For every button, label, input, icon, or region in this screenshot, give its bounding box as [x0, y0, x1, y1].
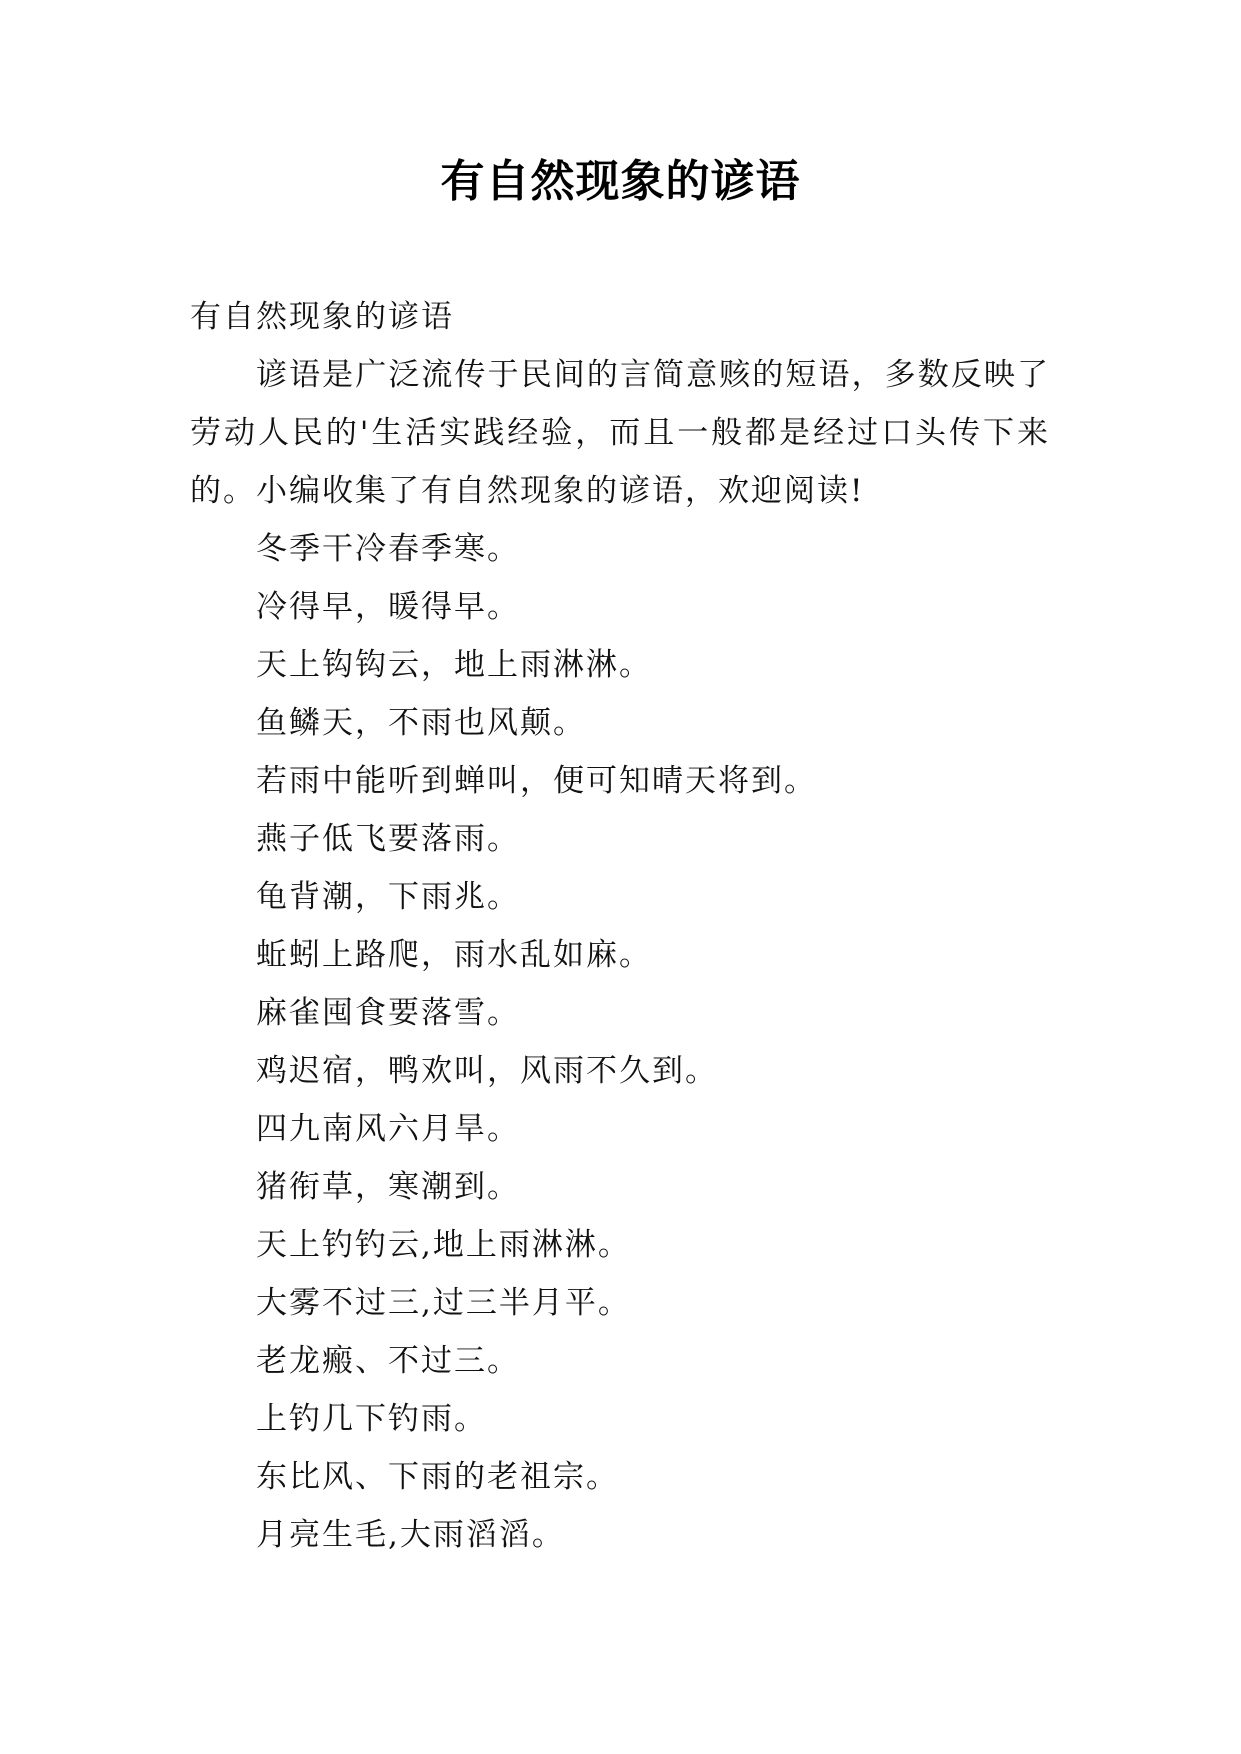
intro-paragraph: 谚语是广泛流传于民间的言简意赅的短语，多数反映了劳动人民的'生活实践经验，而且一般都是经过口头传下来的。小编收集了有自然现象的谚语，欢迎阅读!	[190, 357, 1050, 509]
proverb-line: 天上钓钓云,地上雨淋淋。	[256, 1227, 631, 1263]
proverb-line: 上钓几下钓雨。	[256, 1401, 487, 1437]
proverb-line: 四九南风六月旱。	[256, 1111, 520, 1147]
document-title: 有自然现象的谚语	[440, 156, 801, 207]
proverb-line: 鱼鳞天，不雨也风颠。	[256, 705, 586, 741]
proverb-line: 东比风、下雨的老祖宗。	[256, 1459, 619, 1495]
proverb-line: 老龙瘢、不过三。	[256, 1343, 520, 1379]
proverb-line: 龟背潮，下雨兆。	[256, 879, 520, 915]
proverb-line: 天上钩钩云，地上雨淋淋。	[256, 647, 652, 683]
document-body	[190, 288, 1050, 1564]
proverb-line: 大雾不过三,过三半月平。	[256, 1285, 631, 1321]
proverb-line: 蚯蚓上路爬，雨水乱如麻。	[256, 937, 652, 973]
proverb-line: 冷得早，暖得早。	[256, 589, 520, 625]
proverb-line: 鸡迟宿，鸭欢叫，风雨不久到。	[256, 1053, 718, 1089]
proverb-line: 猪衔草，寒潮到。	[256, 1169, 520, 1205]
proverb-line: 麻雀囤食要落雪。	[256, 995, 520, 1031]
proverb-line: 燕子低飞要落雨。	[256, 821, 520, 857]
proverb-line: 冬季干冷春季寒。	[256, 531, 520, 567]
proverb-line: 月亮生毛,大雨滔滔。	[256, 1517, 565, 1553]
document-subtitle: 有自然现象的谚语	[190, 299, 454, 335]
proverb-line: 若雨中能听到蝉叫，便可知晴天将到。	[256, 763, 817, 799]
